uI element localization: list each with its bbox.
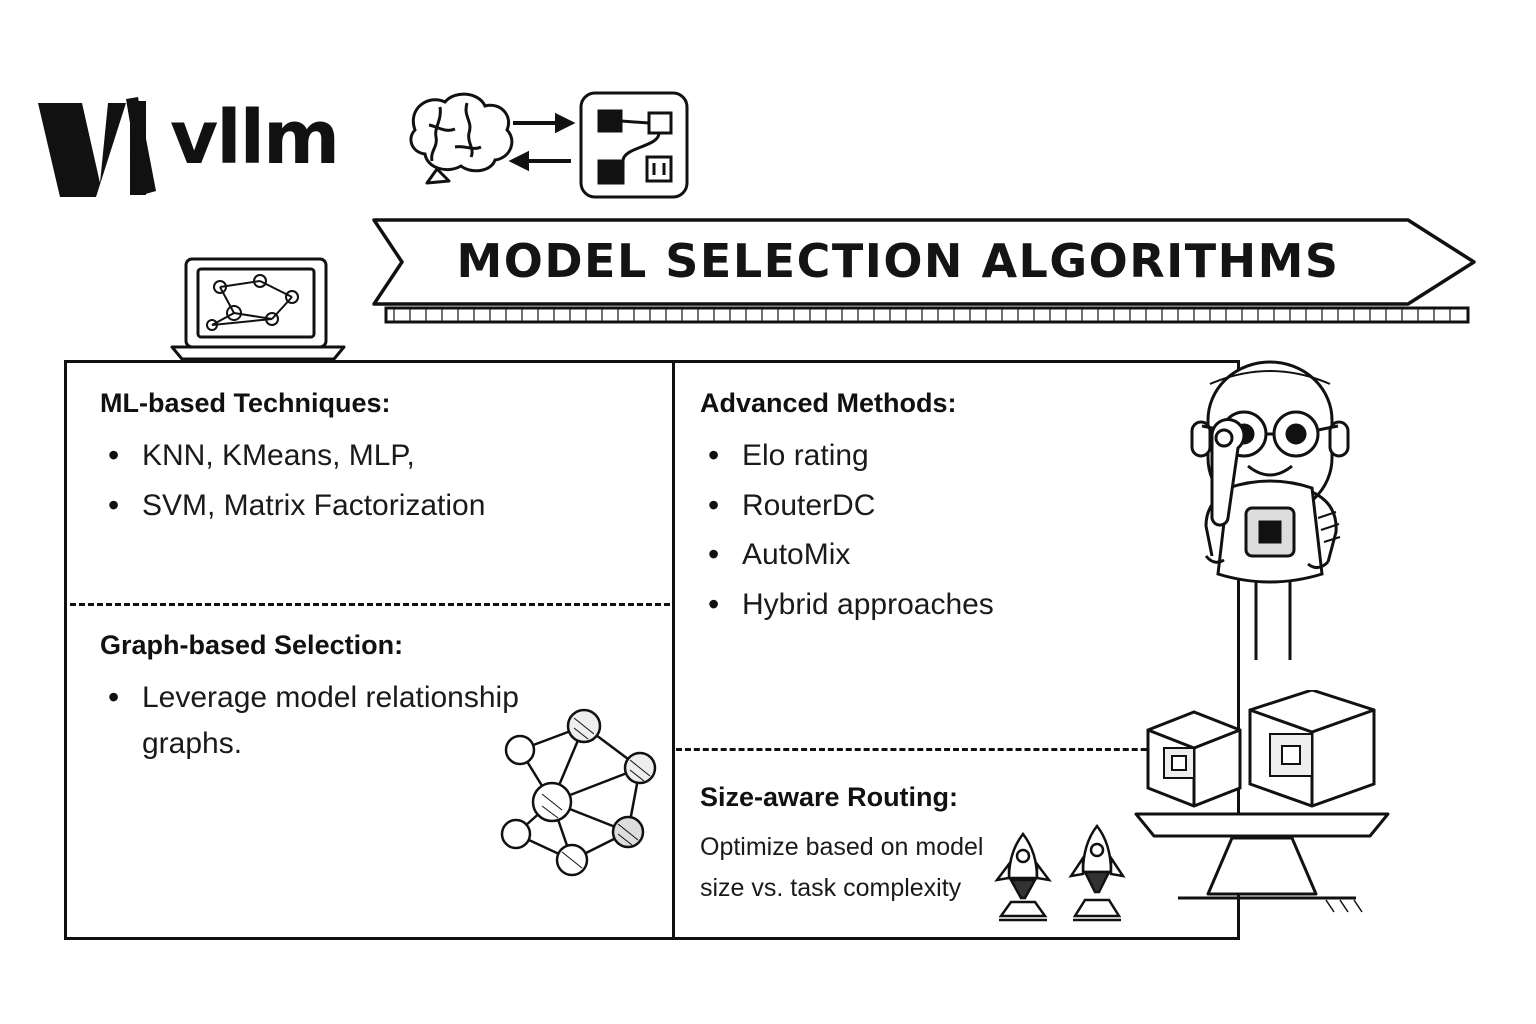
node-graph-icon (480, 690, 680, 890)
section-title-text: Advanced Methods (700, 388, 948, 418)
section-title-colon: : (394, 630, 404, 660)
section-title-text: ML-based Techniques (100, 388, 382, 418)
list-item: • Elo rating (700, 433, 1130, 479)
list-item: • SVM, Matrix Factorization (100, 483, 660, 529)
section-title-text: Graph-based Selection (100, 630, 395, 660)
list-item: • RouterDC (700, 483, 1130, 529)
page-title: MODEL SELECTION ALGORITHMS (456, 234, 1340, 288)
brain-icon (411, 94, 512, 183)
bullet-list (100, 433, 660, 528)
arrow-left-icon (513, 154, 571, 168)
list-item: • KNN, KMeans, MLP, (100, 433, 660, 479)
list-item: • AutoMix (700, 532, 1130, 578)
section-body-text: Optimize based on model size vs. task complexity (700, 833, 984, 902)
section-title-colon: : (381, 388, 391, 418)
section-title (700, 388, 1130, 419)
section-title (100, 388, 660, 419)
balance-scale-icon (1120, 690, 1420, 920)
bullet-list (700, 433, 1130, 627)
banner (368, 216, 1488, 338)
vllm-wordmark: vllm (170, 95, 339, 181)
section-title (700, 782, 1030, 813)
vllm-logo (30, 95, 339, 205)
arrow-right-icon (513, 116, 571, 130)
section-size-aware-routing (700, 782, 1030, 908)
section-title (100, 630, 660, 661)
section-title-text: Size-aware Routing (700, 782, 950, 812)
list-item: • Leverage model relationship graphs. (100, 675, 542, 766)
list-item: • Hybrid approaches (700, 582, 1130, 628)
brain-flow-illustration (385, 85, 695, 205)
section-title-colon: : (949, 782, 959, 812)
section-ml-based-techniques (100, 388, 660, 532)
robot-icon (1140, 360, 1400, 700)
rocket-icon (985, 820, 1145, 950)
left-section-divider (70, 603, 670, 606)
flow-diagram-icon (581, 93, 687, 197)
section-advanced-methods (700, 388, 1130, 631)
section-title-colon: : (947, 388, 957, 418)
laptop-icon (168, 253, 348, 363)
